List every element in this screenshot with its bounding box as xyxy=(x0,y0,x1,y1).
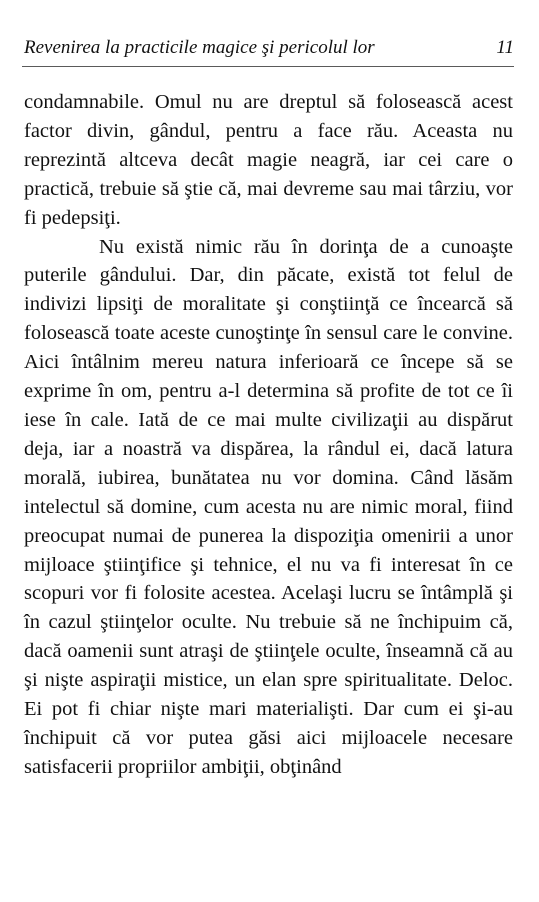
paragraph: Nu există nimic rău în dorinţa de a cunoaşte puterile gândului. Dar, din păcate, există tot felul de indivizi lipsiţi de moralitate şi conştiinţă ce încearcă să folosească toate aceste cunoştinţe în sensul care le convine. Aici întâlnim mereu natura inferioară ce începe să se exprime în om, pentru a-l determina să profite de tot ce îi iese în cale. Iată de ce mai multe civilizaţii au dispărut deja, iar a noastră va dispărea, la rândul ei, dacă latura morală, iubirea, bunătatea nu vor domina. Când lăsăm intelectul să domine, cum acesta nu are nimic moral, fiind preocupat numai de punerea la dispoziţia omenirii a unor mijloace ştiinţifice şi tehnice, el nu va fi interesat în ce scopuri vor fi folosite acestea. Acelaşi lucru se întâmplă şi în cazul ştiinţelor oculte. Nu trebuie să ne închipuim că, dacă oamenii sunt atraşi de ştiinţele oculte, înseamnă că au şi nişte aspiraţii mistice, un elan spre spiritualitate. Deloc. Ei pot fi chiar nişte mari materialişti. Dar cum ei şi-au închipuit că vor putea găsi aici mijloacele necesare satisfacerii propriilor ambiţii, obţinând xyxy=(24,235,513,778)
body-text xyxy=(24,88,513,782)
page-number: 11 xyxy=(496,37,514,58)
paragraph-continuation: condamnabile. Omul nu are dreptul să folosească acest factor divin, gândul, pentru a face rău. Aceasta nu reprezintă altceva decât magie neagră, iar cei care o practică, trebuie să ştie că, mai devreme sau mai târziu, vor fi pedepsiţi. xyxy=(24,91,513,229)
running-title: Revenirea la practicile magice şi pericolul lor xyxy=(24,37,375,58)
header-divider xyxy=(22,66,514,67)
running-header xyxy=(24,36,514,60)
